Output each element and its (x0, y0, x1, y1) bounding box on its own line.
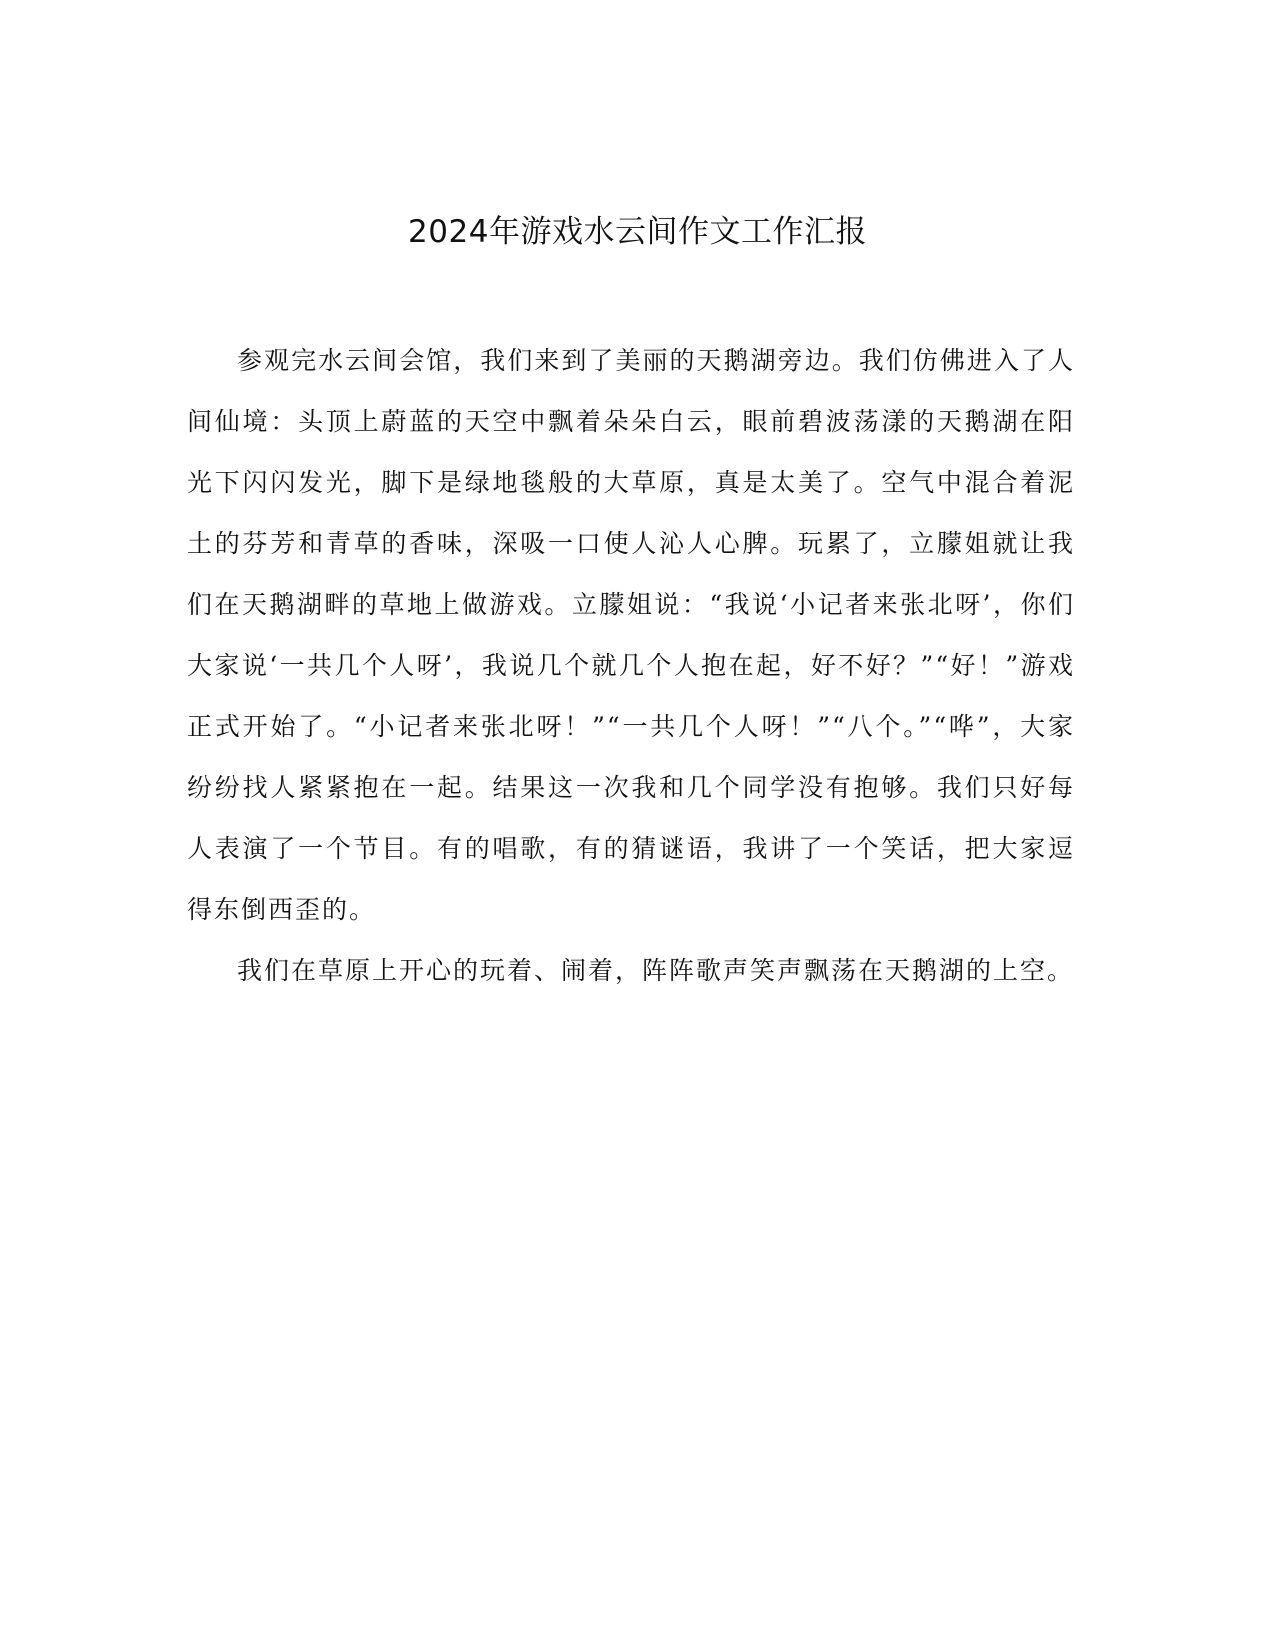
document-body (187, 330, 1075, 1001)
body-paragraph: 我们在草原上开心的玩着、闹着，阵阵歌声笑声飘荡在天鹅湖的上空。 (237, 956, 1075, 985)
body-paragraph: 参观完水云间会馆，我们来到了美丽的天鹅湖旁边。我们仿佛进入了人间仙境：头顶上蔚蓝的天空中飘着朵朵白云，眼前碧波荡漾的天鹅湖在阳光下闪闪发光，脚下是绿地毯般的大草原，真是太美了。空气中混合着泥土的芬芳和青草的香味，深吸一口使人沁人心脾。玩累了，立朦姐就让我们在天鹅湖畔的草地上做游戏。立朦姐说：“我说‘小记者来张北呀’，你们大家说‘一共几个人呀’，我说几个就几个人抱在起，好不好？”“好！”游戏正式开始了。“小记者来张北呀！”“一共几个人呀！”“八个。”“哗”，大家纷纷找人紧紧抱在一起。结果这一次我和几个同学没有抱够。我们只好每人表演了一个节目。有的唱歌，有的猜谜语，我讲了一个笑话，把大家逗得东倒西歪的。 (187, 346, 1075, 924)
document-title: 2024年游戏水云间作文工作汇报 (408, 214, 867, 250)
